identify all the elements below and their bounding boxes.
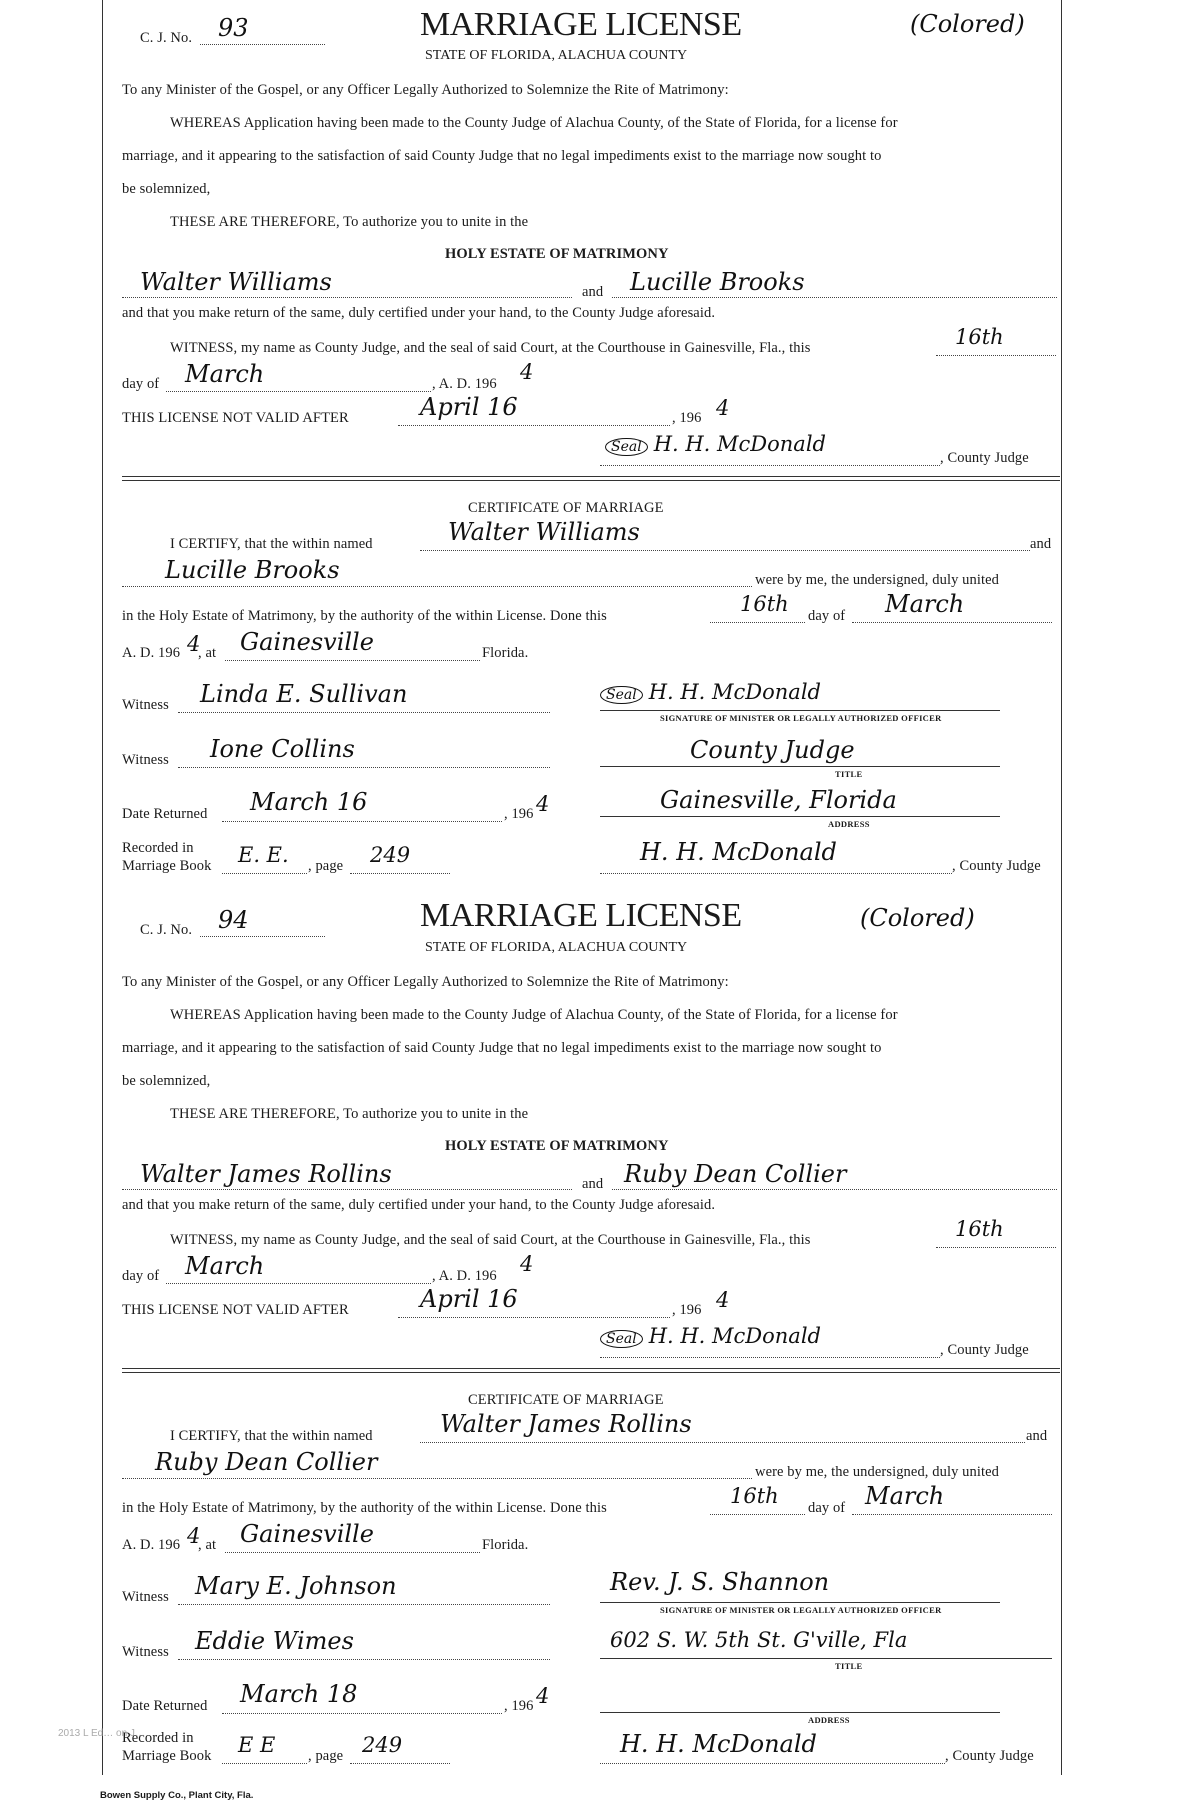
page-label: , page [308, 858, 344, 874]
i-certify-label-2: I CERTIFY, that the within named [170, 1428, 373, 1444]
witness1-name-2: Mary E. Johnson [195, 1572, 397, 1600]
ad-label-2: , A. D. 196 [432, 1268, 497, 1284]
license-title-2: MARRIAGE LICENSE [420, 897, 742, 934]
therefore-line-2: THESE ARE THEREFORE, To authorize you to unite in the [170, 1106, 529, 1122]
done-day-line-2 [710, 1514, 805, 1515]
address-label-2: ADDRESS [808, 1715, 850, 1725]
were-by-me-2: were by me, the undersigned, duly united [755, 1464, 999, 1480]
returned-year-2: 4 [536, 1684, 550, 1708]
cert-bride: Lucille Brooks [165, 556, 340, 584]
license-year-2: 4 [520, 1252, 534, 1276]
florida-label-2: Florida. [482, 1537, 529, 1553]
recorder-line [600, 873, 952, 874]
done-month-line [852, 622, 1052, 623]
recorded-in-label-2: Recorded in [122, 1730, 194, 1746]
day-line [936, 355, 1056, 356]
month-line [166, 391, 431, 392]
valid-year-label-2: , 196 [672, 1302, 702, 1318]
place-line [225, 660, 480, 661]
cert-groom-2: Walter James Rollins [440, 1410, 692, 1438]
cert-bride-line [122, 586, 752, 587]
address-rule [600, 816, 1000, 817]
bride-line [612, 297, 1057, 298]
cj-no-line [200, 44, 325, 45]
witness2-label-2: Witness [122, 1644, 169, 1660]
cert-groom: Walter Williams [448, 518, 640, 546]
place-line-2 [225, 1552, 480, 1553]
day-line-2 [936, 1247, 1056, 1248]
judge-signature-text: H. H. McDonald [653, 432, 826, 456]
marriage-book-label: Marriage Book [122, 858, 212, 874]
license-month: March [185, 360, 265, 388]
page-value: 249 [370, 843, 411, 867]
and-label: and [582, 284, 604, 300]
whereas-line-3: be solemnized, [122, 181, 211, 197]
section-divider-2 [122, 1368, 1060, 1373]
judge-signature [605, 432, 826, 456]
not-valid-label-2: THIS LICENSE NOT VALID AFTER [122, 1302, 349, 1318]
county-judge-label-2: , County Judge [940, 1342, 1029, 1358]
book-value: E. E. [238, 843, 289, 867]
cj-no-line-2 [200, 936, 325, 937]
return-line-2: and that you make return of the same, duly certified under your hand, to the County Judge aforesaid. [122, 1197, 716, 1213]
cert-bride-line-2 [122, 1478, 752, 1479]
witness1-name: Linda E. Sullivan [200, 680, 408, 708]
to-any-minister-2: To any Minister of the Gospel, or any Officer Legally Authorized to Solemnize the Rite of Matrimony: [122, 974, 729, 990]
returned-date: March 16 [250, 788, 368, 816]
cert-and-label: and [1030, 536, 1052, 552]
witness-my-name-2: WITNESS, my name as County Judge, and the seal of said Court, at the Courthouse in Gainesville, Fla., this [170, 1232, 811, 1248]
at-label-2: , at [198, 1537, 217, 1553]
certificate-title: CERTIFICATE OF MARRIAGE [468, 500, 664, 516]
valid-until: April 16 [420, 393, 518, 421]
certificate-title-2: CERTIFICATE OF MARRIAGE [468, 1392, 664, 1408]
whereas-line-1-2: WHEREAS Application having been made to the County Judge of Alachua County, of the State of Florida, for a license for [170, 1007, 898, 1023]
valid-year-2: 4 [716, 1288, 730, 1312]
date-returned-label: Date Returned [122, 806, 208, 822]
recorder-line-2 [600, 1763, 945, 1764]
license-year: 4 [520, 360, 534, 384]
witness1-line [178, 712, 550, 713]
judge-signature-2 [600, 1324, 821, 1348]
book-line-2 [222, 1763, 307, 1764]
to-any-minister: To any Minister of the Gospel, or any Officer Legally Authorized to Solemnize the Rite of Matrimony: [122, 82, 729, 98]
witness2-line-2 [178, 1659, 550, 1660]
groom-name: Walter Williams [140, 268, 332, 296]
done-month-2: March [865, 1482, 945, 1510]
cj-no-value-2: 94 [218, 906, 249, 934]
address-rule-2 [600, 1712, 1000, 1713]
were-by-me: were by me, the undersigned, duly united [755, 572, 999, 588]
judge-line-2 [600, 1357, 940, 1358]
marriage-book-label-2: Marriage Book [122, 1748, 212, 1764]
page-label-2: , page [308, 1748, 344, 1764]
judge-line [600, 465, 940, 466]
place: Gainesville [240, 628, 374, 656]
ad-label: , A. D. 196 [432, 376, 497, 392]
whereas-line-3-2: be solemnized, [122, 1073, 211, 1089]
archive-stamp: 2013 L Ed… on J… [58, 1728, 145, 1739]
return-line: and that you make return of the same, duly certified under your hand, to the County Judge aforesaid. [122, 305, 716, 321]
page-line-2 [350, 1763, 450, 1764]
holy-estate-heading-2: HOLY ESTATE OF MATRIMONY [445, 1138, 669, 1154]
done-ad-label-2: A. D. 196 [122, 1537, 181, 1553]
recorder-county-judge-2: , County Judge [945, 1748, 1034, 1764]
groom-line-2 [122, 1189, 572, 1190]
judge-signature-text-2: H. H. McDonald [648, 1324, 821, 1348]
book-value-2: E E [238, 1733, 276, 1757]
valid-until-2: April 16 [420, 1285, 518, 1313]
cert-and-label-2: and [1026, 1428, 1048, 1444]
at-label: , at [198, 645, 217, 661]
officer-address: Gainesville, Florida [660, 786, 897, 814]
officer-signature-2: Rev. J. S. Shannon [610, 1568, 830, 1596]
title-rule-2 [600, 1658, 1052, 1659]
whereas-line-2-2: marriage, and it appearing to the satisfaction of said County Judge that no legal impediments exist to the marriage now sought to [122, 1040, 882, 1056]
title-label-2: TITLE [835, 1661, 863, 1671]
valid-line-2 [398, 1317, 670, 1318]
month-line-2 [166, 1283, 431, 1284]
returned-year-label: , 196 [504, 806, 534, 822]
witness2-name-2: Eddie Wimes [195, 1627, 354, 1655]
whereas-line-1: WHEREAS Application having been made to the County Judge of Alachua County, of the State of Florida, for a license for [170, 115, 898, 131]
cj-no-label-2: C. J. No. [140, 922, 193, 938]
therefore-line: THESE ARE THEREFORE, To authorize you to unite in the [170, 214, 529, 230]
section-divider [122, 476, 1060, 481]
officer-sig-rule [600, 710, 1000, 711]
done-month-line-2 [852, 1514, 1052, 1515]
holy-estate-heading: HOLY ESTATE OF MATRIMONY [445, 246, 669, 262]
returned-line [222, 821, 502, 822]
license-title: MARRIAGE LICENSE [420, 6, 742, 43]
officer-title: County Judge [690, 736, 855, 764]
returned-date-2: March 18 [240, 1680, 358, 1708]
state-county-2: STATE OF FLORIDA, ALACHUA COUNTY [425, 940, 688, 955]
done-year-2: 4 [187, 1524, 201, 1548]
title-label: TITLE [835, 769, 863, 779]
license-month-2: March [185, 1252, 265, 1280]
done-ad-label: A. D. 196 [122, 645, 181, 661]
done-day: 16th [740, 592, 789, 616]
state-county: STATE OF FLORIDA, ALACHUA COUNTY [425, 48, 688, 63]
recorder-signature: H. H. McDonald [640, 838, 837, 866]
day-of-label-2: day of [122, 1268, 160, 1284]
officer-signature [600, 680, 821, 704]
returned-line-2 [222, 1713, 502, 1714]
place-2: Gainesville [240, 1520, 374, 1548]
officer-seal-mark: Seal [600, 686, 643, 704]
recorded-in-label: Recorded in [122, 840, 194, 856]
and-label-2: and [582, 1176, 604, 1192]
i-certify-label: I CERTIFY, that the within named [170, 536, 373, 552]
colored-note: (Colored) [910, 10, 1025, 38]
done-day-of-label-2: day of [808, 1500, 846, 1516]
groom-name-2: Walter James Rollins [140, 1160, 392, 1188]
witness2-name: Ione Collins [210, 735, 355, 763]
seal-mark: Seal [605, 438, 648, 456]
cj-no-label: C. J. No. [140, 30, 193, 46]
cj-no-value: 93 [218, 14, 249, 42]
done-day-2: 16th [730, 1484, 779, 1508]
signature-label-2: SIGNATURE OF MINISTER OR LEGALLY AUTHORIZED OFFICER [660, 1605, 942, 1615]
bride-line-2 [612, 1189, 1057, 1190]
in-holy-estate: in the Holy Estate of Matrimony, by the authority of the within License. Done this [122, 608, 607, 624]
license-day-2: 16th [955, 1217, 1004, 1241]
page-line [350, 873, 450, 874]
license-day: 16th [955, 325, 1004, 349]
witness1-label: Witness [122, 697, 169, 713]
county-judge-label: , County Judge [940, 450, 1029, 466]
not-valid-label: THIS LICENSE NOT VALID AFTER [122, 410, 349, 426]
officer-title-2: 602 S. W. 5th St. G'ville, Fla [610, 1628, 908, 1652]
witness1-line-2 [178, 1604, 550, 1605]
cert-groom-line-2 [420, 1442, 1025, 1443]
date-returned-label-2: Date Returned [122, 1698, 208, 1714]
witness-my-name: WITNESS, my name as County Judge, and the seal of said Court, at the Courthouse in Gainesville, Fla., this [170, 340, 811, 356]
recorder-county-judge: , County Judge [952, 858, 1041, 874]
florida-label: Florida. [482, 645, 529, 661]
done-month: March [885, 590, 965, 618]
witness1-label-2: Witness [122, 1589, 169, 1605]
done-year: 4 [187, 632, 201, 656]
returned-year-label-2: , 196 [504, 1698, 534, 1714]
valid-year: 4 [716, 396, 730, 420]
returned-year: 4 [536, 792, 550, 816]
witness2-label: Witness [122, 752, 169, 768]
bride-name: Lucille Brooks [630, 268, 805, 296]
done-day-of-label: day of [808, 608, 846, 624]
colored-note-2: (Colored) [860, 904, 975, 932]
printer-imprint: Bowen Supply Co., Plant City, Fla. [100, 1790, 254, 1801]
cert-bride-2: Ruby Dean Collier [155, 1448, 378, 1476]
officer-sig-rule-2 [600, 1602, 1000, 1603]
recorder-signature-2: H. H. McDonald [620, 1730, 817, 1758]
witness2-line [178, 767, 550, 768]
valid-line [398, 425, 670, 426]
signature-label: SIGNATURE OF MINISTER OR LEGALLY AUTHORIZED OFFICER [660, 713, 942, 723]
cert-groom-line [420, 550, 1030, 551]
whereas-line-2: marriage, and it appearing to the satisfaction of said County Judge that no legal impediments exist to the marriage now sought to [122, 148, 882, 164]
page-value-2: 249 [362, 1733, 403, 1757]
seal-mark-2: Seal [600, 1330, 643, 1348]
book-line [222, 873, 307, 874]
title-rule [600, 766, 1000, 767]
groom-line [122, 297, 572, 298]
officer-signature-text: H. H. McDonald [648, 680, 821, 704]
done-day-line [710, 622, 805, 623]
day-of-label: day of [122, 376, 160, 392]
in-holy-estate-2: in the Holy Estate of Matrimony, by the authority of the within License. Done this [122, 1500, 607, 1516]
address-label: ADDRESS [828, 819, 870, 829]
valid-year-label: , 196 [672, 410, 702, 426]
bride-name-2: Ruby Dean Collier [624, 1160, 847, 1188]
